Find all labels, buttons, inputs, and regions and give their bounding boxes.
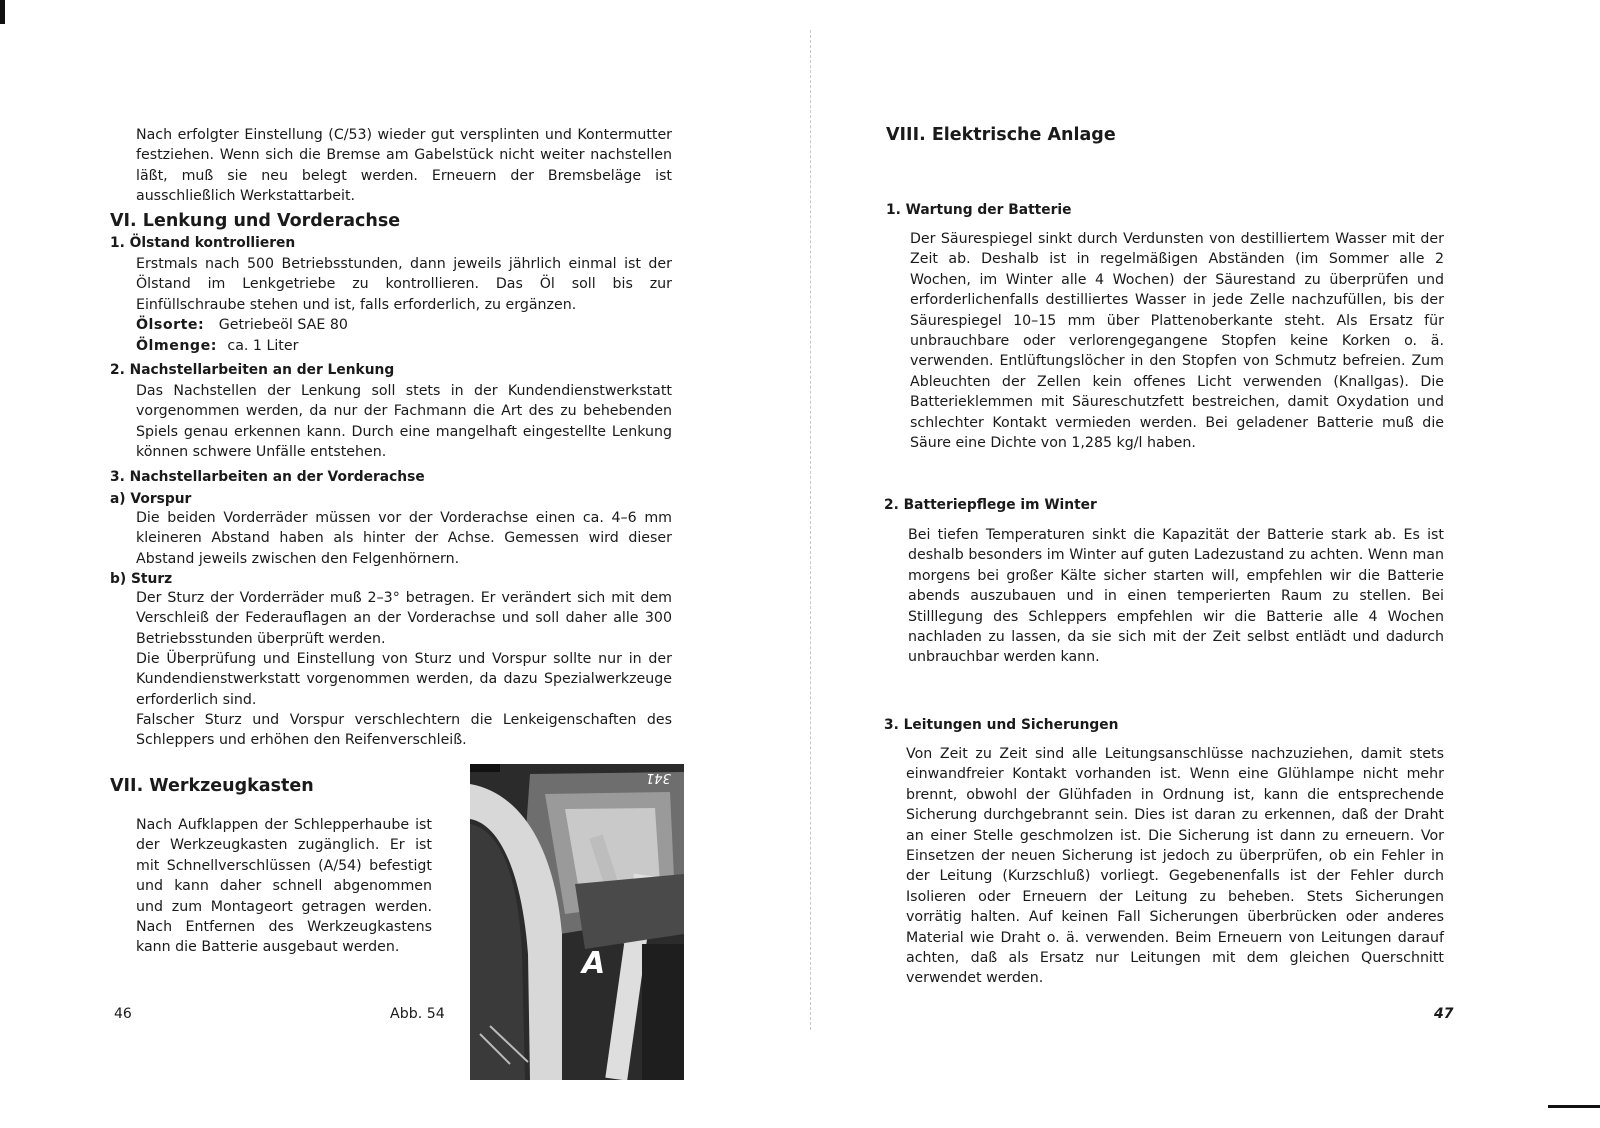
- section-8-item-3-text: Von Zeit zu Zeit sind alle Leitungsanschlüsse nachzuziehen, damit stets einwandfreier Kontakt vorhanden ist. Wenn eine Glühlampe nicht mehr brennt, obwohl der Glühfaden in Ordnung ist, kann die entsprechende Sicherung durchgebrannt sein. Dies ist daran zu erkennen, daß der Draht an einer Stelle geschmolzen ist. Die Sicherung ist dann zu erneuern. Vor Einsetzen der neuen Sicherung ist jedoch zu überprüfen, ob ein Fehler in der Leitung (Kurzschluß) vorliegt. Gegebenenfalls ist der Fehler durch Isolieren oder Erneuern der Leitung zu beheben. Stets Sicherungen vorrätig halten. Auf keinen Fall Sicherungen überbrücken oder anderes Material wie Draht o. ä. verwenden. Beim Erneuern von Leitungen darauf achten, daß als Ersatz nur Leitungen mit dem gleichen Querschnitt verwendet werden.: [906, 746, 1444, 987]
- oil-quantity-label: Ölmenge:: [136, 338, 217, 354]
- section-8-item-3-title: 3. Leitungen und Sicherungen: [884, 717, 1119, 733]
- photo-marker-a: A: [582, 946, 606, 981]
- subitem-a-text: Die beiden Vorderräder müssen vor der Vorderachse einen ca. 4–6 mm kleineren Abstand haben als hinter der Achse. Gemessen wird dieser Abstand jeweils zwischen den Felgenhörnern.: [136, 510, 672, 567]
- subitem-b-text-2: Die Überprüfung und Einstellung von Sturz und Vorspur sollte nur in der Kundendienstwerkstatt vorgenommen werden, da dazu Spezialwerkzeuge erforderlich sind.: [136, 651, 672, 708]
- section-6-item-3-title: 3. Nachstellarbeiten an der Vorderachse: [110, 469, 425, 485]
- section-8-item-2-title: 2. Batteriepflege im Winter: [884, 497, 1097, 513]
- subitem-a-title: a) Vorspur: [110, 491, 192, 507]
- section-6-item-2-text: Das Nachstellen der Lenkung soll stets in der Kundendienstwerkstatt vorgenommen werden, da nur der Fachmann die Art des zu behebenden Spiels genau erkennen kann. Durch eine mangelhaft eingestellte Lenkung können schwere Unfälle entstehen.: [136, 383, 672, 461]
- page-number-left: 46: [114, 1006, 132, 1022]
- oil-quantity-row: [136, 336, 298, 356]
- section-6-item-1-title: 1. Ölstand kontrollieren: [110, 235, 296, 251]
- section-8-item-2-text: Bei tiefen Temperaturen sinkt die Kapazität der Batterie stark ab. Es ist deshalb besonders im Winter auf guten Ladezustand zu achten. Wenn man morgens bei großer Kälte sicher starten will, empfehlen wir die Batterie abends auszubauen und in einen temperierten Raum zu stellen. Bei Stilllegung des Schleppers empfehlen wir die Batterie alle 4 Wochen nachladen zu lassen, da sie sich mit der Zeit selbst entlädt und dadurch unbrauchbar werden kann.: [908, 527, 1444, 666]
- section-8-title: VIII. Elektrische Anlage: [886, 125, 1116, 145]
- scan-edge-right: [1548, 1105, 1600, 1108]
- page-number-right: 47: [1434, 1006, 1454, 1022]
- photo-number: 341: [646, 770, 671, 785]
- section-8-item-1-title: 1. Wartung der Batterie: [886, 202, 1072, 218]
- section-8-item-1-text: Der Säurespiegel sinkt durch Verdunsten von destilliertem Wasser mit der Zeit ab. Deshalb ist in regelmäßigen Abständen (im Sommer alle 2 Wochen, im Winter alle 4 Wochen) der Säurestand zu überprüfen und erforderlichenfalls destilliertes Wasser in jede Zelle nachzufüllen, bis der Säurespiegel 10–15 mm über Plattenoberkante steht. Als Ersatz für unbrauchbare oder verlorengegangene Stopfen keine Korken o. ä. verwenden. Entlüftungslöcher in den Stopfen von Schmutz befreien. Zum Ableuchten der Zellen kein offenes Licht verwenden (Knallgas). Die Batterieklemmen mit Säureschutzfett bestreichen, damit Oxydation und schlechter Kontakt vermieden werden. Bei geladener Batterie muß die Säure eine Dichte von 1,285 kg/l haben.: [910, 231, 1444, 452]
- section-6-title: VI. Lenkung und Vorderachse: [110, 211, 401, 231]
- section-6-item-1-text: Erstmals nach 500 Betriebsstunden, dann jeweils jährlich einmal ist der Ölstand im Lenkgetriebe zu kontrollieren. Das Öl soll bis zur Einfüllschraube stehen und ist, falls erforderlich, zu ergänzen.: [136, 256, 672, 313]
- subitem-b-text-3: Falscher Sturz und Vorspur verschlechtern die Lenkeigenschaften des Schleppers und erhöhen den Reifenverschleiß.: [136, 712, 672, 749]
- page-gutter: [810, 30, 811, 1030]
- oil-type-row: [136, 315, 348, 335]
- right-page: [880, 0, 1460, 1128]
- toolbox-photo: [470, 764, 684, 1080]
- toolbox-photo-graphic: [470, 764, 684, 1080]
- oil-type-value: Getriebeöl SAE 80: [218, 317, 348, 333]
- oil-type-label: Ölsorte:: [136, 317, 205, 333]
- oil-quantity-value: ca. 1 Liter: [227, 338, 299, 354]
- intro-paragraph: Nach erfolgter Einstellung (C/53) wieder gut versplinten und Kontermutter festziehen. Wenn sich die Bremse am Gabelstück nicht weiter nachstellen läßt, muß sie neu belegt werden. Erneuern der Bremsbeläge ist ausschließlich Werkstattarbeit.: [136, 127, 672, 205]
- section-6-item-2-title: 2. Nachstellarbeiten an der Lenkung: [110, 362, 395, 378]
- subitem-b-title: b) Sturz: [110, 571, 173, 587]
- section-7-title: VII. Werkzeugkasten: [110, 776, 314, 796]
- subitem-b-text-1: Der Sturz der Vorderräder muß 2–3° betragen. Er verändert sich mit dem Verschleiß der Federauflagen an der Vorderachse und soll daher alle 300 Betriebsstunden überprüft werden.: [136, 590, 672, 647]
- figure-caption: Abb. 54: [390, 1006, 445, 1022]
- section-7-text: Nach Aufklappen der Schlepperhaube ist der Werkzeugkasten zugänglich. Er ist mit Schnellverschlüssen (A/54) befestigt und kann daher schnell abgenommen und zum Montageort getragen werden. Nach Entfernen des Werkzeugkastens kann die Batterie ausgebaut werden.: [136, 817, 432, 956]
- scan-edge-left: [0, 0, 5, 24]
